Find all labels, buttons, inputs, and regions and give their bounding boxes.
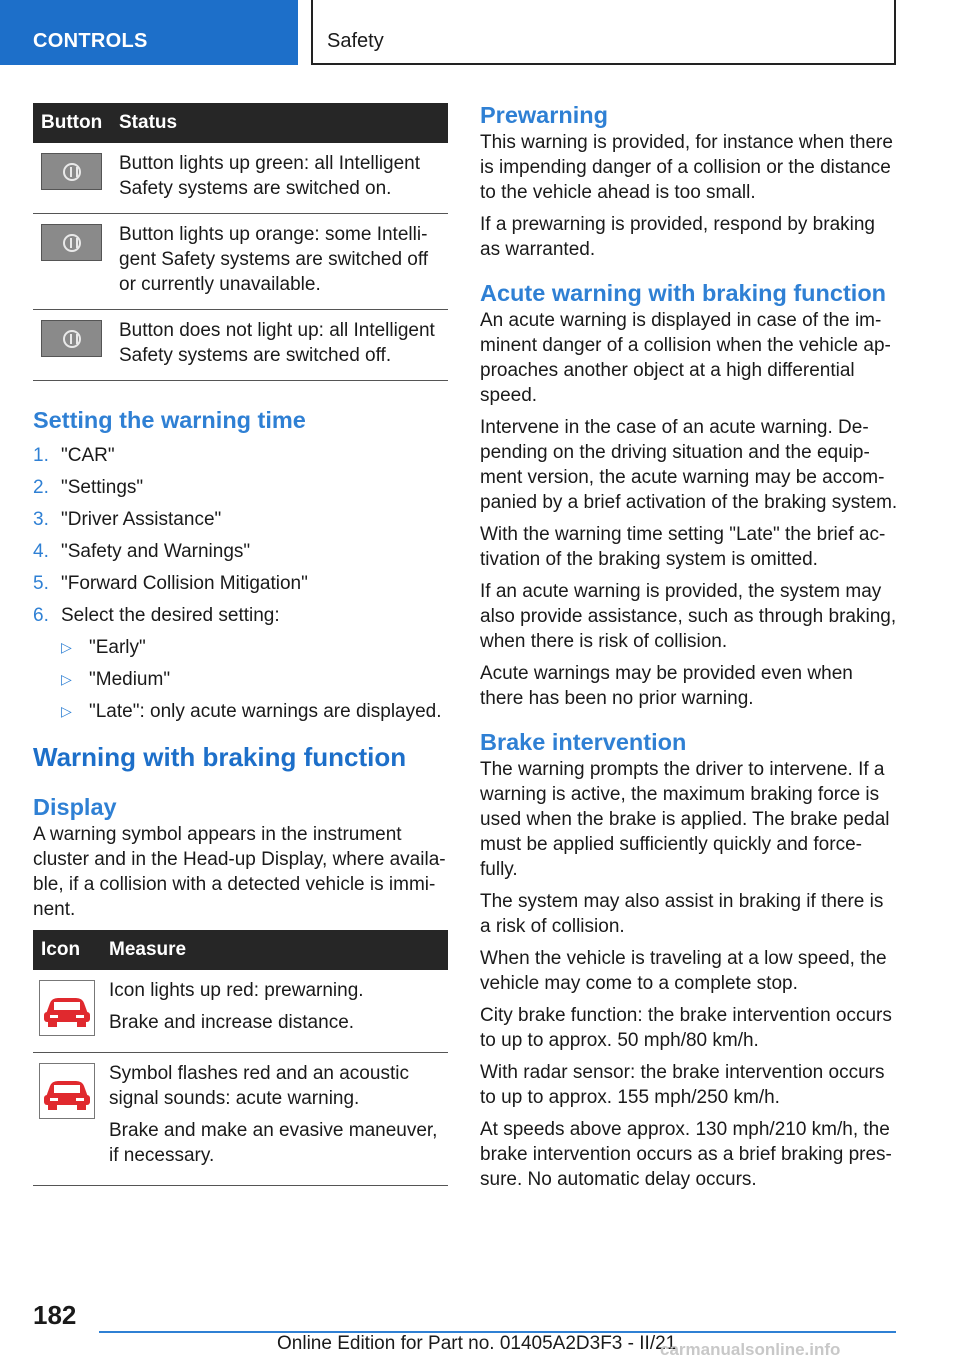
paragraph: Acute warnings may be provided even when there has been no prior warning. bbox=[480, 663, 853, 709]
measure-text: Brake and make an evasive maneuver, if necessary. bbox=[109, 1120, 438, 1166]
table-row bbox=[33, 970, 448, 1053]
heading-acute-warning: Acute warning with braking function bbox=[480, 280, 887, 306]
right-column bbox=[480, 100, 898, 1199]
intelligent-safety-button-icon bbox=[41, 153, 102, 190]
list-item: 2. "Settings" bbox=[33, 477, 144, 498]
table-header-icon: Icon bbox=[33, 930, 103, 970]
page-number: 182 bbox=[33, 1300, 77, 1330]
paragraph: The warning prompts the driver to intervene. If a warning is active, the maximum braking force is used when the brake is applied. The brake pedal must be applied sufficiently quickly and force-fully. bbox=[480, 759, 890, 880]
table-row bbox=[33, 214, 448, 310]
heading-warning-time: Setting the warning time bbox=[33, 407, 306, 433]
paragraph: This warning is provided, for instance when there is impending danger of a collision or the distance to the vehicle ahead is too small. bbox=[480, 132, 893, 203]
paragraph: With radar sensor: the brake intervention occurs to up to approx. 155 mph/250 km/h. bbox=[480, 1062, 885, 1108]
triangle-bullet-icon: ▷ bbox=[61, 671, 72, 687]
intelligent-safety-button-icon bbox=[41, 224, 102, 261]
section-tab bbox=[0, 0, 298, 65]
paragraph: An acute warning is displayed in case of the im-minent danger of a collision when the vehicle ap-proaches another object at a high differential speed. bbox=[480, 310, 891, 406]
heading-prewarning: Prewarning bbox=[480, 102, 608, 128]
car-collision-warning-icon bbox=[39, 980, 95, 1036]
setting-options bbox=[61, 628, 448, 724]
heading-warning-braking: Warning with braking function bbox=[33, 742, 407, 772]
list-item: 4. "Safety and Warnings" bbox=[33, 541, 251, 562]
list-item: ▷ "Early" bbox=[61, 637, 146, 658]
edition-text: Online Edition for Part no. 01405A2D3F3 - II/21 bbox=[277, 1333, 677, 1354]
intelligent-safety-button-icon bbox=[41, 320, 102, 357]
icon-measure-table bbox=[33, 930, 448, 1186]
section-title: CONTROLS bbox=[33, 30, 148, 52]
paragraph: The system may also assist in braking if there is a risk of collision. bbox=[480, 891, 884, 937]
triangle-bullet-icon: ▷ bbox=[61, 639, 72, 655]
table-row bbox=[33, 1053, 448, 1186]
watermark-text: carmanualsonline.info bbox=[660, 1340, 841, 1359]
list-item: 5. "Forward Collision Mitigation" bbox=[33, 573, 308, 594]
status-text: Button lights up green: all Intelligent Safety systems are switched on. bbox=[115, 143, 448, 214]
display-text: A warning symbol appears in the instrument cluster and in the Head-up Display, where availa-ble, if a collision with a detected vehicle is immi-nent. bbox=[33, 824, 446, 920]
status-text: Button lights up orange: some Intelli-gent Safety systems are switched off or currently unavailable. bbox=[115, 214, 448, 310]
warning-time-steps bbox=[33, 443, 448, 724]
status-text: Button does not light up: all Intelligent Safety systems are switched off. bbox=[115, 310, 448, 381]
button-status-table bbox=[33, 103, 448, 381]
measure-text: Icon lights up red: prewarning. bbox=[109, 980, 364, 1001]
chapter-title: Safety bbox=[327, 30, 384, 52]
paragraph: When the vehicle is traveling at a low speed, the vehicle may come to a complete stop. bbox=[480, 948, 887, 994]
heading-display: Display bbox=[33, 794, 117, 820]
paragraph: At speeds above approx. 130 mph/210 km/h, the brake intervention occurs as a brief braking pres-sure. No automatic delay occurs. bbox=[480, 1119, 892, 1190]
triangle-bullet-icon: ▷ bbox=[61, 703, 72, 719]
car-collision-warning-icon bbox=[39, 1063, 95, 1119]
paragraph: With the warning time setting "Late" the brief ac-tivation of the braking system is omitted. bbox=[480, 524, 886, 570]
list-item: 6. Select the desired setting: ▷ "Early" ▷ "Medium" ▷ "Late": only acute warnings are displayed. bbox=[33, 603, 448, 724]
left-column bbox=[33, 103, 448, 1186]
table-header-button: Button bbox=[33, 103, 115, 143]
paragraph: City brake function: the brake intervention occurs to up to approx. 50 mph/80 km/h. bbox=[480, 1005, 892, 1051]
list-item: ▷ "Medium" bbox=[61, 669, 171, 690]
table-row bbox=[33, 143, 448, 214]
chapter-tab bbox=[311, 0, 896, 65]
measure-text: Symbol flashes red and an acoustic signal sounds: acute warning. bbox=[109, 1063, 409, 1109]
table-header-status: Status bbox=[115, 103, 448, 143]
paragraph: Intervene in the case of an acute warning. De-pending on the driving situation and the equip-ment version, the acute warning may be accom-panied by a brief activation of the braking system. bbox=[480, 417, 898, 513]
heading-brake-intervention: Brake intervention bbox=[480, 729, 687, 755]
paragraph: If a prewarning is provided, respond by braking as warranted. bbox=[480, 214, 876, 260]
list-item: 1. "CAR" bbox=[33, 445, 115, 466]
list-item: ▷ "Late": only acute warnings are displayed. bbox=[61, 701, 442, 722]
list-item: 3. "Driver Assistance" bbox=[33, 509, 222, 530]
table-header-measure: Measure bbox=[103, 930, 448, 970]
measure-text: Brake and increase distance. bbox=[109, 1012, 355, 1033]
table-row bbox=[33, 310, 448, 381]
paragraph: If an acute warning is provided, the system may also provide assistance, such as through braking, when there is risk of collision. bbox=[480, 581, 897, 652]
